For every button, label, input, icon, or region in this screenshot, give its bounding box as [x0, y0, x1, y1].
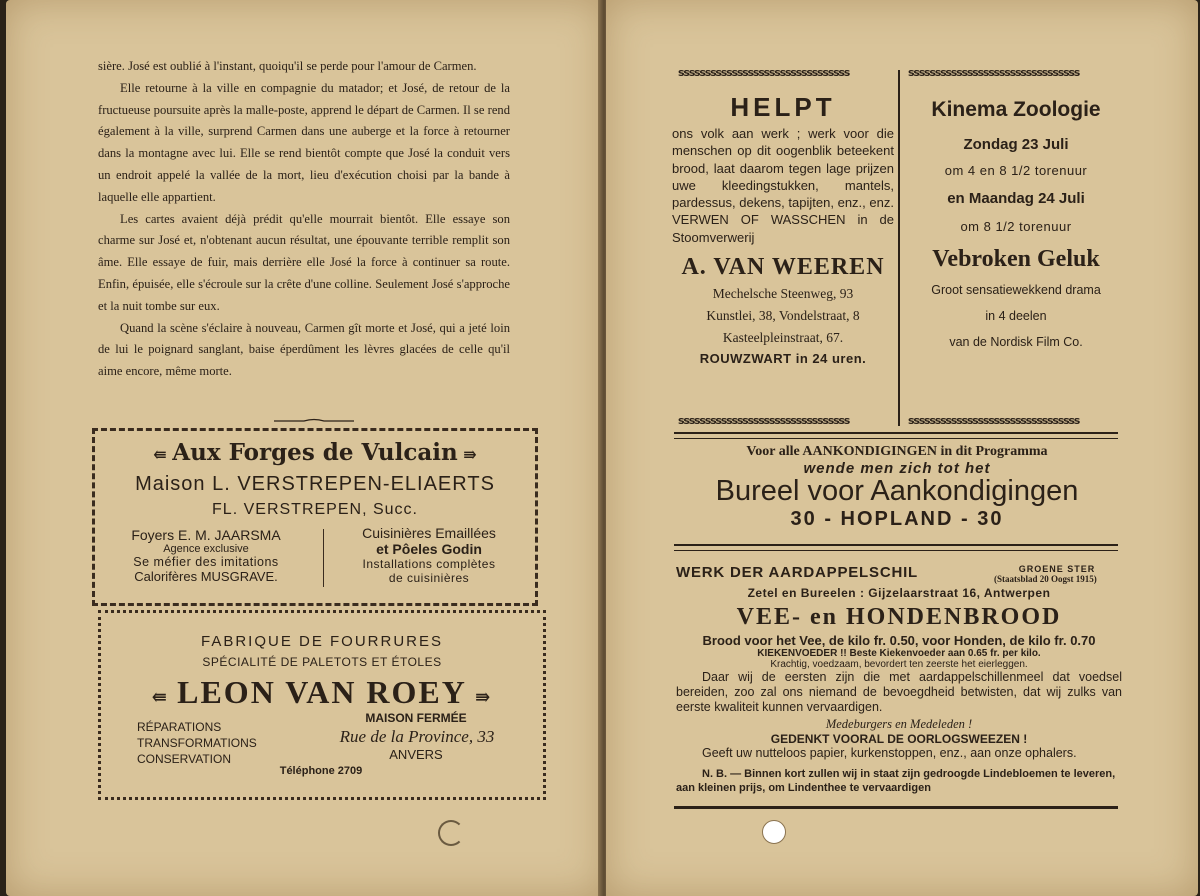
ad-zetel: Zetel en Bureelen : Gijzelaarstraat 16, Antwerpen	[747, 586, 1051, 600]
ad-fabrique: FABRIQUE DE FOURRURES	[200, 633, 444, 650]
ad-de-cuisinieres: de cuisinières	[388, 571, 470, 585]
ad-nb: N. B. — Binnen kort zullen wij in staat zijn gedroogde Lindebloemen te leveren, aan kleinen prijs, om Lindenthee te vervaardigen	[676, 768, 1116, 794]
ad-medeburgers: Medeburgers en Medeleden !	[825, 717, 973, 731]
ad-address: 30 - HOPLAND - 30	[790, 508, 1004, 530]
ad-right-column	[329, 525, 529, 585]
ad-aardappelschil	[676, 564, 1122, 795]
ad-title: WERK DER AARDAPPELSCHIL	[676, 564, 919, 581]
rule	[674, 550, 1118, 551]
rule	[674, 438, 1118, 439]
ad-company-name: LEON VAN ROEY	[177, 674, 467, 710]
ad-cuisinieres: Cuisinières Emaillées	[362, 525, 496, 541]
ad-prices: Brood voor het Vee, de kilo fr. 0.50, voor Honden, de kilo fr. 0.70	[702, 633, 1096, 648]
ad-title: Bureel voor Aankondigingen	[715, 475, 1079, 507]
ad-service-item: RÉPARATIONS	[137, 720, 222, 734]
ad-geeft: Geeft uw nutteloos papier, kurkenstoppen, enz., aan onze ophalers.	[702, 746, 1077, 760]
ad-title: HELPT	[730, 92, 836, 122]
ad-helpt	[672, 92, 894, 366]
ad-time-2: om 8 1/2 torenuur	[960, 219, 1072, 234]
paragraph: sière. José est oublié à l'instant, quoiqu'il se perde pour l'amour de Carmen.	[98, 59, 477, 73]
ad-maison: Maison L. VERSTREPEN-ELIAERTS	[135, 473, 495, 495]
right-page	[606, 0, 1198, 896]
ad-rouwzwart: ROUWZWART in 24 uren.	[699, 351, 867, 367]
paragraph: Les cartes avaient déjà prédit qu'elle mourrait bientôt. Elle essaye son charme sur José et, n'obtenant aucun résultat, une épouvante terrible remplit son âme. Elle essaye de fuir, mais derrière elle José la force à continuer sa route. Enfin, épuisée, elle s'écroule sur la crête d'une colline. Seulement José s'approche et la nuit tombe sur eux.	[98, 211, 510, 313]
ad-left-column	[111, 527, 301, 584]
ad-line-1: Voor alle AANKONDIGINGEN in dit Programma	[746, 444, 1048, 459]
ad-maison-fermee: MAISON FERMÉE	[365, 711, 467, 725]
ad-body: Daar wij de eersten zijn die met aardappelschillenmeel dat voedsel bereiden, zoo zal ons niemand de bevoegdheid betwisten, dat wij zulks van eerste kwaliteit kunnen vervaardigen.	[676, 670, 1122, 714]
rule	[674, 432, 1118, 434]
ad-kiekenvoeder: KIEKENVOEDER !! Beste Kiekenvoeder aan 0.65 fr. per kilo.	[757, 648, 1041, 659]
ornament-divider	[274, 409, 354, 415]
ornament-row: ssssssssssssssssssssssssssssssss	[678, 414, 850, 427]
ad-parts: in 4 deelen	[985, 309, 1047, 323]
left-page	[6, 0, 604, 896]
ad-body: ons volk aan werk ; werk voor die menschen op dit oogenblik beteekent brood, laat daarom tegen lage prijzen uwe kleedingstukken, mantels, pardessus, dekens, tapijten, enz., enz. VERWEN OF WASSCHEN in de Stoomverwerij	[672, 126, 894, 245]
story-text	[98, 56, 510, 383]
ad-aux-forges-de-vulcain	[92, 428, 538, 606]
ad-foyers: Foyers E. M. JAARSMA	[131, 527, 281, 543]
ornament-row: ssssssssssssssssssssssssssssssss	[908, 414, 1080, 427]
ad-studio: van de Nordisk Film Co.	[949, 335, 1083, 349]
ad-header-row	[676, 564, 1122, 586]
ad-service-item: TRANSFORMATIONS	[137, 736, 257, 750]
ornament-row: ssssssssssssssssssssssssssssssss	[678, 66, 850, 79]
ad-successor: FL. VERSTREPEN, Succ.	[212, 501, 418, 518]
ad-groene-ster: GROENE STER	[1018, 564, 1096, 574]
ad-description: Groot sensatiewekkend drama	[931, 283, 1101, 297]
ad-leon-van-roey	[98, 610, 546, 800]
ad-services	[137, 719, 257, 767]
binding-hole	[438, 820, 464, 846]
ornament-row: ssssssssssssssssssssssssssssssss	[908, 66, 1080, 79]
ad-film-title: Vebroken Geluk	[932, 246, 1100, 272]
ad-address-line: Kunstlei, 38, Vondelstraat, 8	[706, 308, 860, 324]
ad-city: ANVERS	[389, 747, 443, 762]
paragraph: Quand la scène s'éclaire à nouveau, Carmen gît morte et José, qui a jeté loin de lui le poignard sanglant, baise éperdûment les lèvres glacées de celle qu'il aime encore, même morte.	[98, 320, 510, 379]
rule	[674, 806, 1118, 809]
rule	[674, 544, 1118, 546]
ad-addresses	[672, 283, 894, 349]
ad-title: ⇚ Aux Forges de Vulcain ⇛	[153, 439, 477, 466]
ad-staatsblad: (Staatsblad 20 Oogst 1915)	[994, 574, 1097, 584]
ad-address: Rue de la Province, 33	[339, 727, 495, 746]
column-divider	[898, 70, 900, 426]
paragraph: Elle retourne à la ville en compagnie du matador; et José, de retour de la fructueuse poursuite après la malle-poste, apprend le départ de Carmen. Il se rend également à la ville, surprend Carmen dans une auberge et la force à retourner dans la montagne avec lui. Elle se rend bientôt compte que José la conduit vers un endroit appelé la vallée de la mort, lieu d'exécution choisi par la bande à laquelle elle appartient.	[98, 80, 510, 204]
ad-line-2: wende men zich tot het	[803, 460, 991, 477]
ad-address-line: Mechelsche Steenweg, 93	[712, 286, 854, 302]
ad-bureel	[672, 444, 1122, 531]
ad-mefier: Se méfier des imitations	[133, 555, 279, 569]
ad-poeles: et Pôeles Godin	[376, 541, 482, 557]
ad-telephone: Téléphone 2709	[279, 765, 363, 777]
ad-agence: Agence exclusive	[163, 543, 249, 555]
ad-kinema-zoologie	[904, 98, 1128, 349]
ad-title-text: Aux Forges de Vulcain	[172, 439, 458, 466]
ad-date-1: Zondag 23 Juli	[963, 136, 1069, 153]
ad-time-1: om 4 en 8 1/2 torenuur	[944, 163, 1088, 178]
ad-service-item: CONSERVATION	[137, 752, 232, 766]
ad-headline: VEE- en HONDENBROOD	[736, 604, 1062, 630]
ad-krachtig: Krachtig, voedzaam, bevordert ten zeerste het eierleggen.	[770, 659, 1028, 670]
ad-company-name: A. VAN WEEREN	[681, 254, 885, 281]
ad-address-line: Kasteelpleinstraat, 67.	[722, 330, 844, 346]
ad-title: Kinema Zoologie	[931, 98, 1101, 121]
ad-specialite: SPÉCIALITÉ DE PALETOTS ET ÉTOLES	[202, 655, 442, 669]
binding-hole	[762, 820, 786, 844]
ad-installations: Installations complètes	[362, 557, 496, 571]
ad-caloriferes: Calorifères MUSGRAVE.	[134, 569, 278, 584]
ad-column-divider	[323, 529, 324, 587]
ad-name-row: ⇚ LEON VAN ROEY ⇛	[151, 674, 493, 710]
ad-gedenkt: GEDENKT VOORAL DE OORLOGSWEEZEN !	[770, 732, 1028, 746]
ad-date-2: en Maandag 24 Juli	[947, 190, 1085, 207]
